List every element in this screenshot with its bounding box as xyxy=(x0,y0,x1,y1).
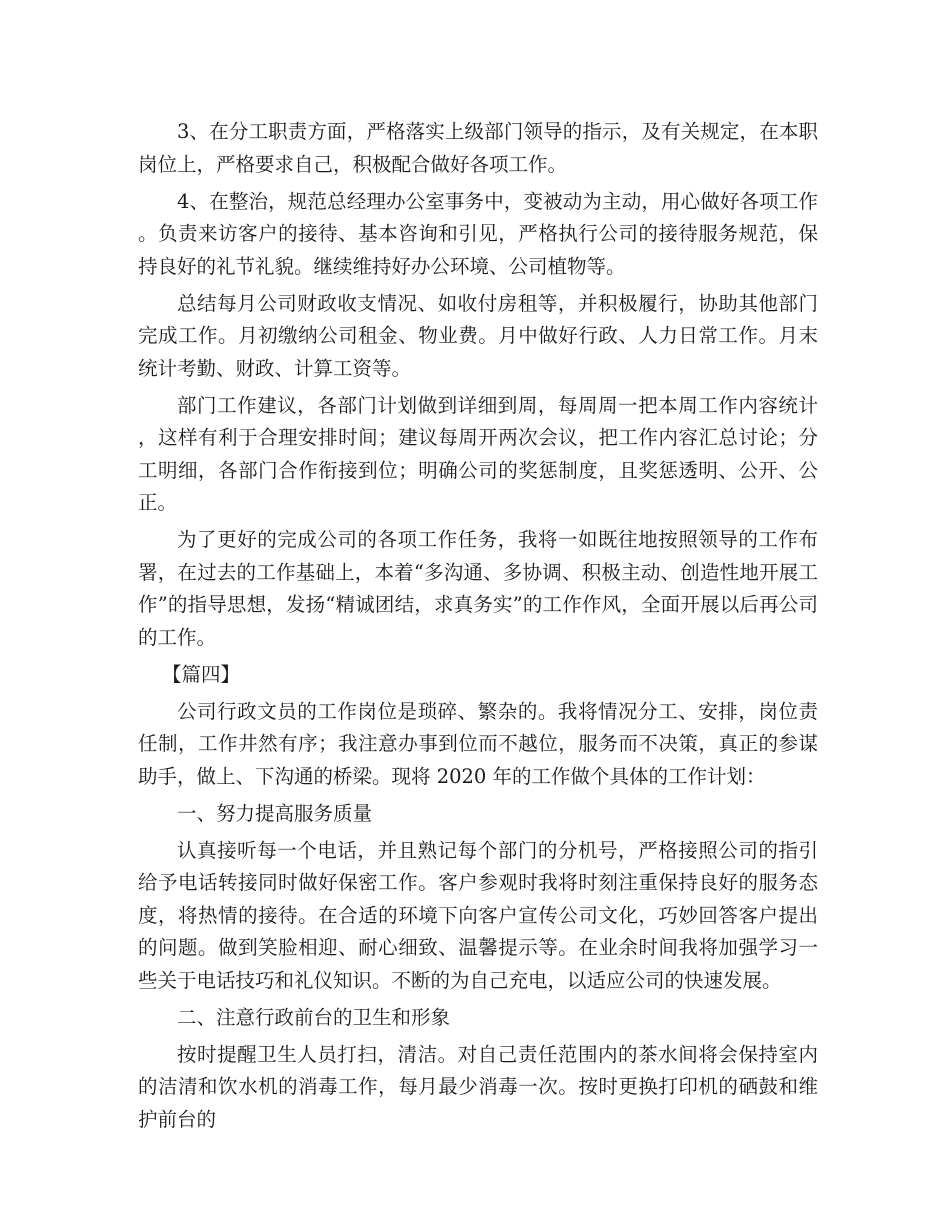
paragraph: 3、在分工职责方面，严格落实上级部门领导的指示，及有关规定，在本职岗位上，严格要求自己，积极配合做好各项工作。 xyxy=(138,120,818,176)
paragraph: 总结每月公司财政收支情况、如收付房租等，并积极履行，协助其他部门完成工作。月初缴纳公司租金、物业费。月中做好行政、人力日常工作。月末统计考勤、财政、计算工资等。 xyxy=(138,291,818,380)
section-title: 【篇四】 xyxy=(162,662,241,686)
paragraph: 4、在整治，规范总经理办公室事务中，变被动为主动，用心做好各项工作。负责来访客户的接待、基本咨询和引见，严格执行公司的接待服务规范，保持良好的礼节礼貌。继续维持好办公环境、公司植物等。 xyxy=(138,189,818,278)
document-body xyxy=(138,116,818,1141)
paragraph: 公司行政文员的工作岗位是琐碎、繁杂的。我将情况分工、安排，岗位责任制，工作井然有序；我注意办事到位而不越位，服务而不决策，真正的参谋助手，做上、下沟通的桥梁。现将 2020 年的工作做个具体的工作计划： xyxy=(138,699,818,788)
subheading: 二、注意行政前台的卫生和形象 xyxy=(177,1005,451,1029)
paragraph: 认真接听每一个电话，并且熟记每个部门的分机号，严格接照公司的指引给予电话转接同时做好保密工作。客户参观时我将时刻注重保持良好的服务态度，将热情的接待。在合适的环境下向客户宣传公司文化，巧妙回答客户提出的问题。做到笑脸相迎、耐心细致、温馨提示等。在业余时间我将加强学习一些关于电话技巧和礼仪知识。不断的为自己充电，以适应公司的快速发展。 xyxy=(138,838,818,992)
paragraph: 为了更好的完成公司的各项工作任务，我将一如既往地按照领导的工作布署，在过去的工作基础上，本着“多沟通、多协调、积极主动、创造性地开展工作”的指导思想，发扬“精诚团结，求真务实”的工作作风，全面开展以后再公司的工作。 xyxy=(138,528,818,649)
subheading: 一、努力提高服务质量 xyxy=(177,801,373,825)
paragraph: 按时提醒卫生人员打扫，清洁。对自己责任范围内的茶水间将会保持室内的洁清和饮水机的消毒工作，每月最少消毒一次。按时更换打印机的硒鼓和维护前台的 xyxy=(138,1042,818,1131)
paragraph: 部门工作建议，各部门计划做到详细到周，每周周一把本周工作内容统计，这样有利于合理安排时间；建议每周开两次会议，把工作内容汇总讨论；分工明细，各部门合作衔接到位；明确公司的奖惩制度，且奖惩透明、公开、公正。 xyxy=(138,393,818,514)
